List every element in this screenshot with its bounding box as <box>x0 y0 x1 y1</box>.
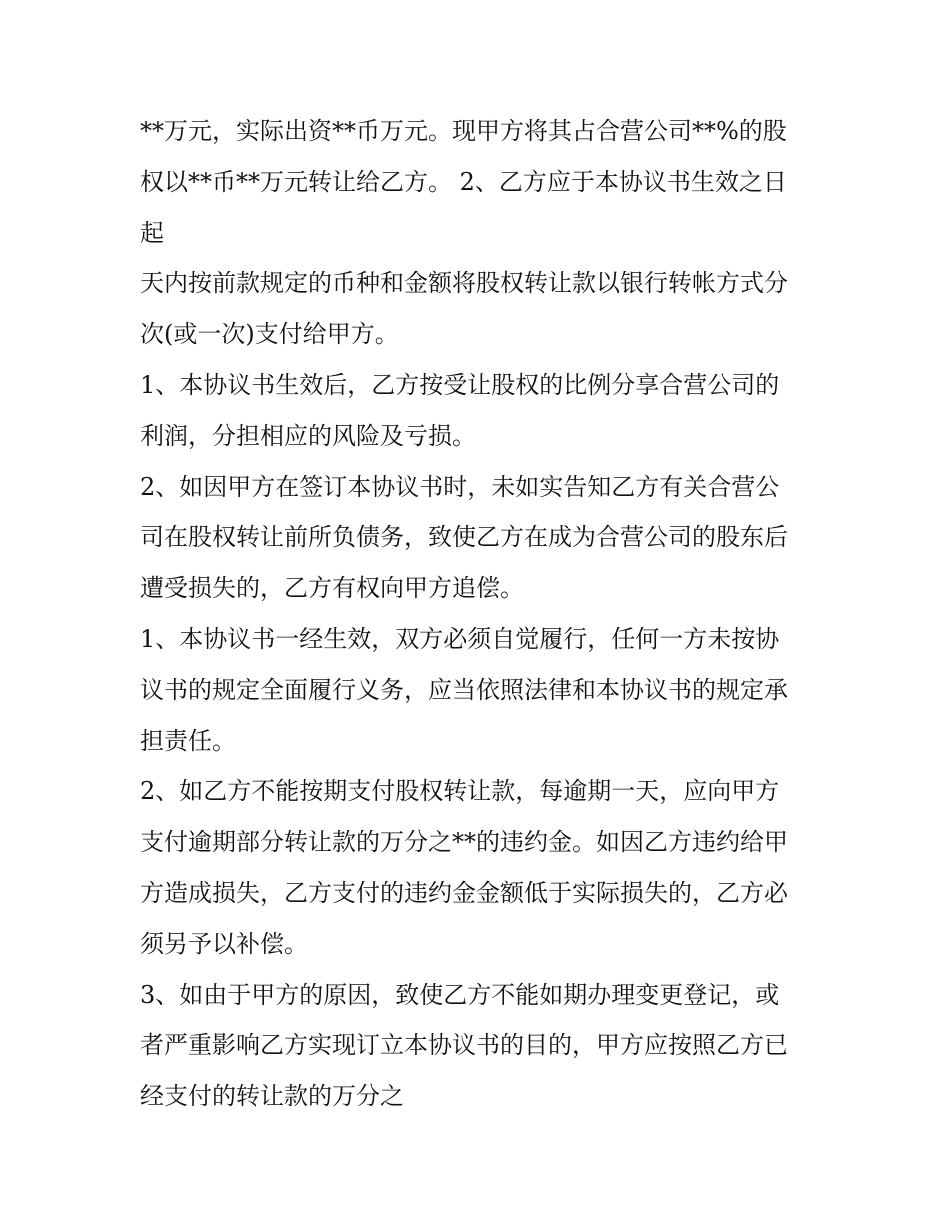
text-line: 司在股权转让前所负债务，致使乙方在成为合营公司的股东后 <box>140 523 788 552</box>
text-line: 利润，分担相应的风险及亏损。 <box>140 421 476 450</box>
text-line: 2、如乙方不能按期支付股权转让款，每逾期一天，应向甲方 <box>140 777 780 806</box>
text-line: 方造成损失，乙方支付的违约金金额低于实际损失的，乙方必 <box>140 878 788 907</box>
text-line: 3、如由于甲方的原因，致使乙方不能如期办理变更登记，或 <box>140 980 780 1009</box>
text-line: 2、如因甲方在签订本协议书时，未如实告知乙方有关合营公 <box>140 472 780 501</box>
text-line: 经支付的转让款的万分之 <box>140 1082 404 1111</box>
text-line: 次(或一次)支付给甲方。 <box>140 320 399 349</box>
text-line: 1、本协议书生效后，乙方按受让股权的比例分享合营公司的 <box>140 370 780 399</box>
text-line: 权以**币**万元转让给乙方。 2、乙方应于本协议书生效之日 <box>140 167 787 196</box>
text-line: **万元，实际出资**币万元。现甲方将其占合营公司**%的股 <box>140 117 787 145</box>
text-line: 天内按前款规定的币种和金额将股权转让款以银行转帐方式分 <box>140 269 788 298</box>
text-line: 者严重影响乙方实现订立本协议书的目的，甲方应按照乙方已 <box>140 1031 788 1060</box>
text-line: 担责任。 <box>140 726 236 755</box>
text-line: 议书的规定全面履行义务，应当依照法律和本协议书的规定承 <box>140 675 788 704</box>
text-line: 起 <box>140 218 164 247</box>
text-line: 1、本协议书一经生效，双方必须自觉履行，任何一方未按协 <box>140 624 780 653</box>
text-line: 支付逾期部分转让款的万分之**的违约金。如因乙方违约给甲 <box>140 828 788 857</box>
document-body <box>140 106 830 1122</box>
text-line: 遭受损失的，乙方有权向甲方追偿。 <box>140 574 524 603</box>
text-line: 须另予以补偿。 <box>140 929 308 958</box>
